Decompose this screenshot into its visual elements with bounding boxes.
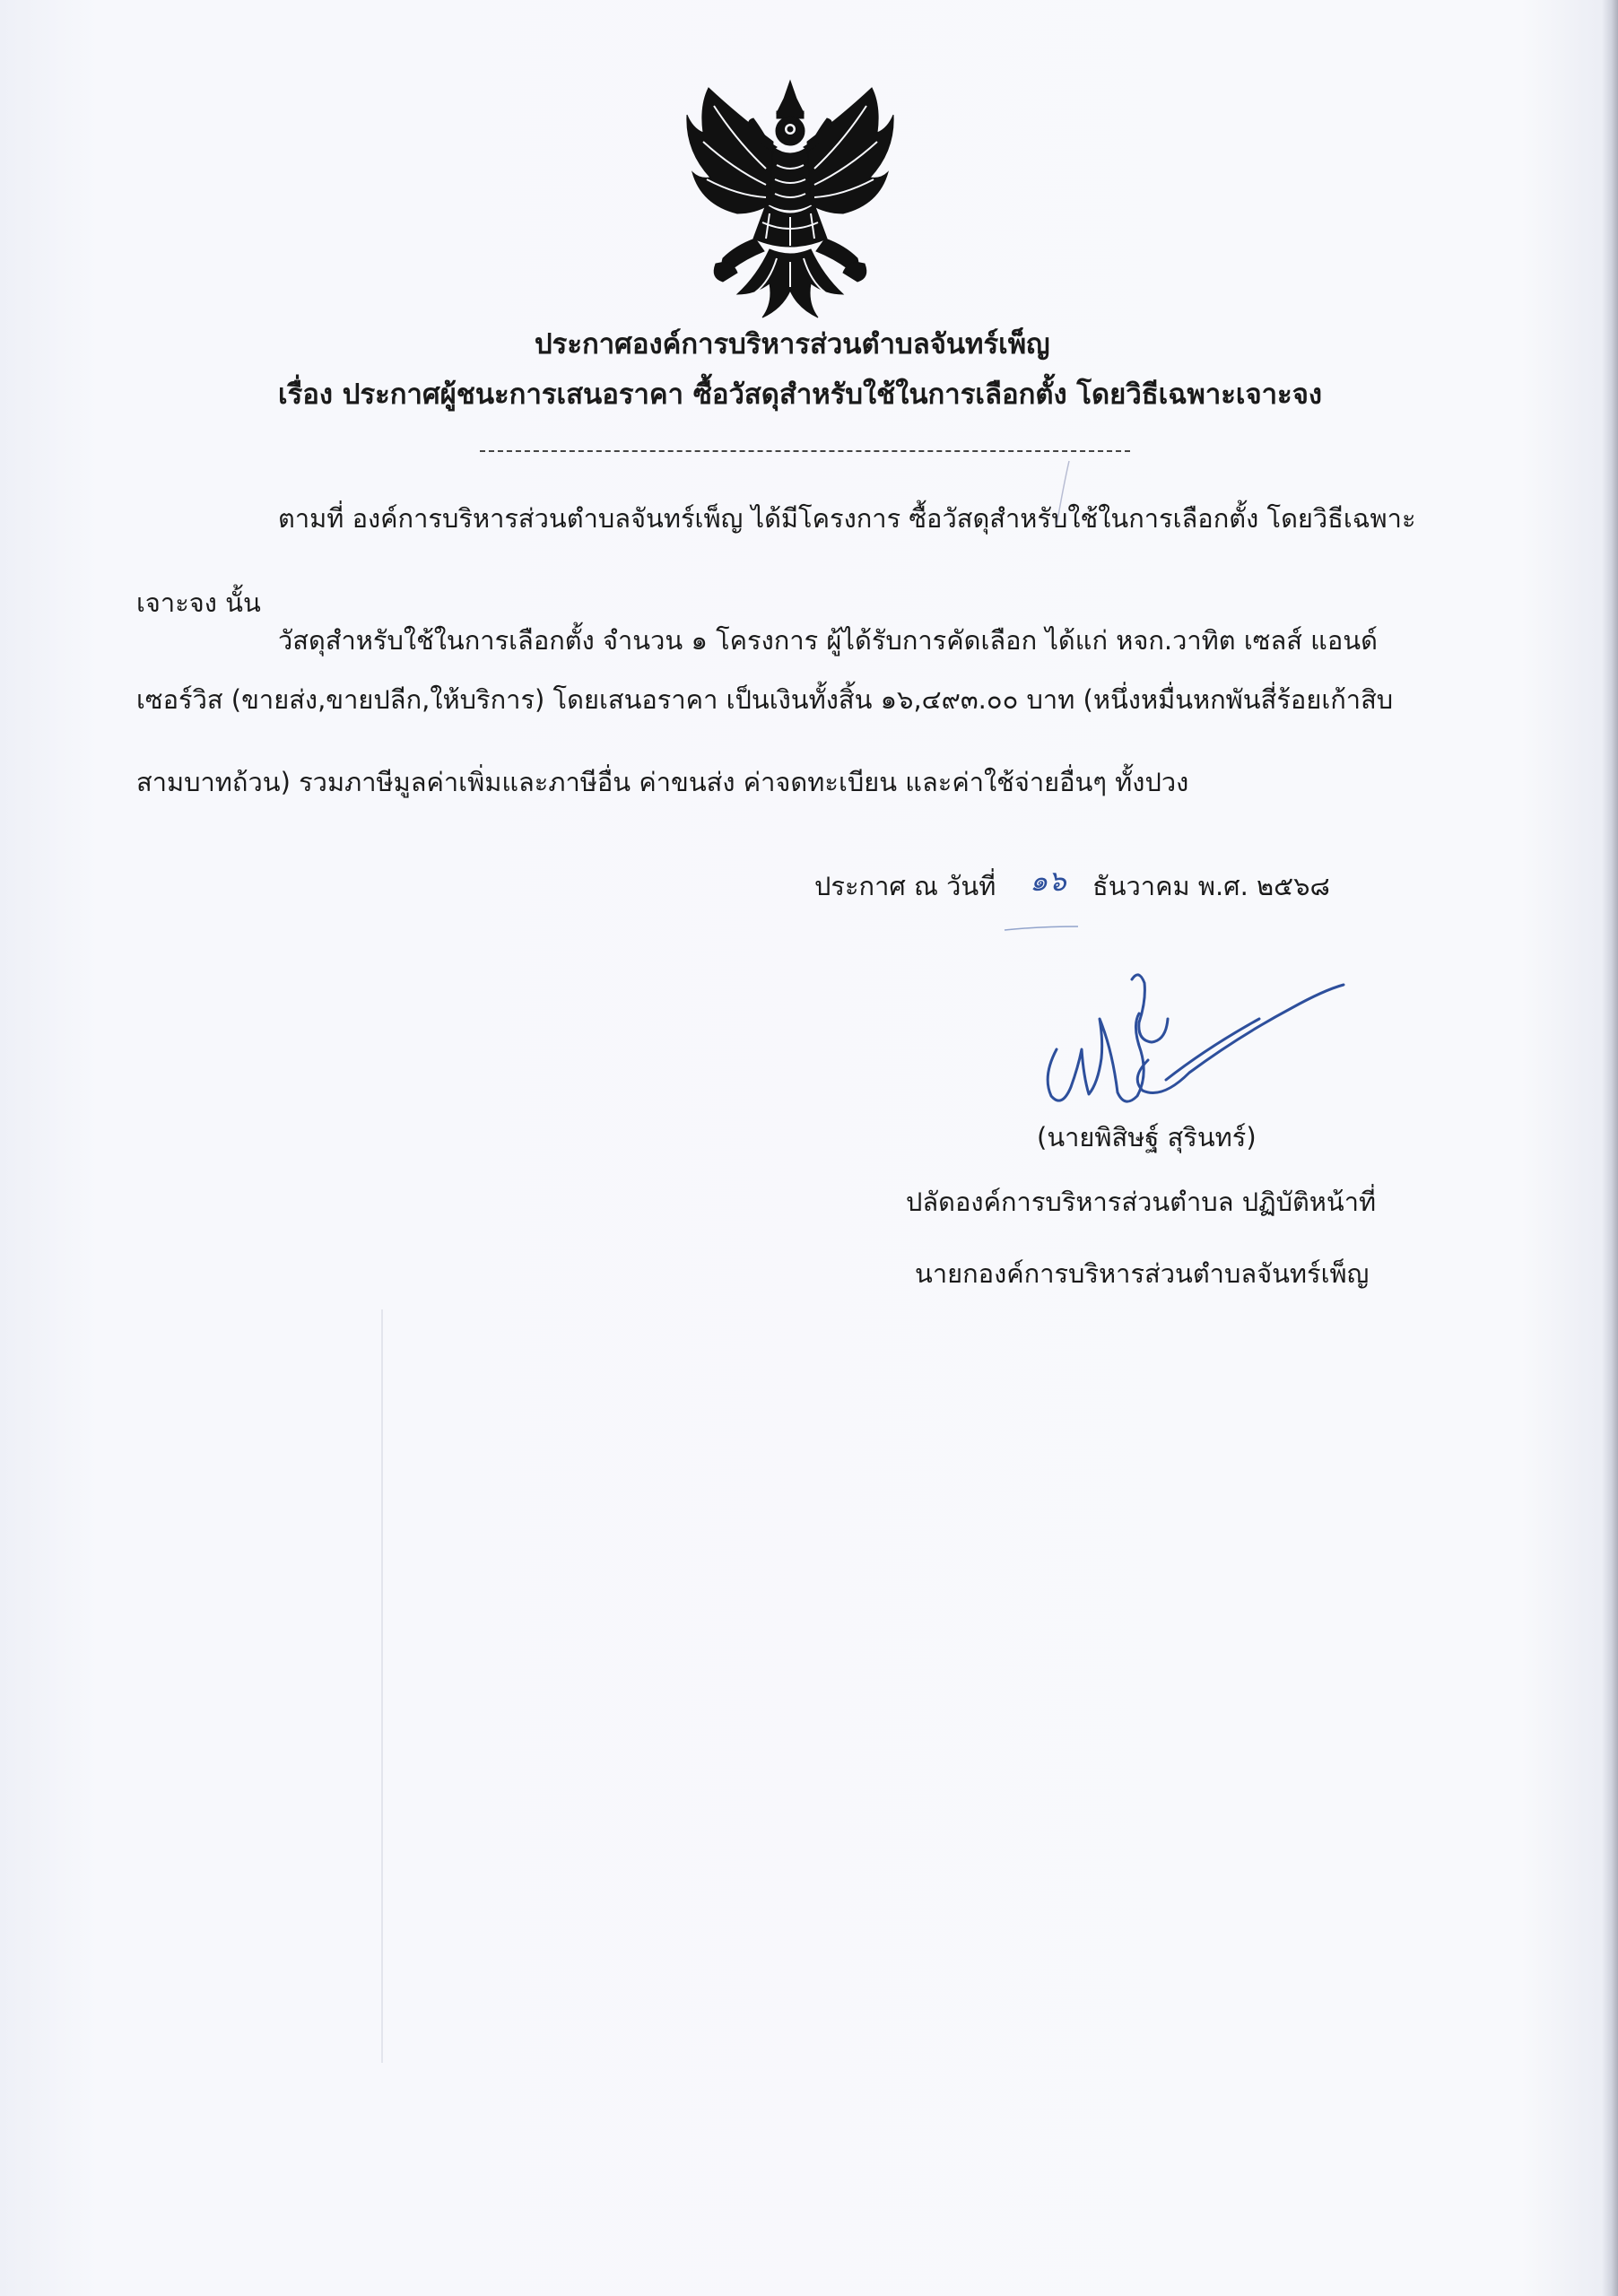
paper-crease bbox=[381, 1309, 383, 2063]
signatory-position-line-2: นายกองค์การบริหารส่วนตำบลจันทร์เพ็ญ bbox=[915, 1258, 1370, 1289]
paragraph-2-line-3: สามบาทถ้วน) รวมภาษีมูลค่าเพิ่มและภาษีอื่น ค่าขนส่ง ค่าจดทะเบียน และค่าใช้จ่ายอื่นๆ ทั้งปวง bbox=[136, 767, 1189, 797]
paragraph-1-line-2: เจาะจง นั้น bbox=[136, 587, 261, 618]
document-title: ประกาศองค์การบริหารส่วนตำบลจันทร์เพ็ญ bbox=[535, 328, 1050, 361]
document-subject: เรื่อง ประกาศผู้ชนะการเสนอราคา ซื้อวัสดุสำหรับใช้ในการเลือกตั้ง โดยวิธีเฉพาะเจาะจง bbox=[278, 378, 1322, 411]
announcement-date-prefix: ประกาศ ณ วันที่ bbox=[814, 871, 996, 901]
signatory-position-line-1: ปลัดองค์การบริหารส่วนตำบล ปฏิบัติหน้าที่ bbox=[906, 1187, 1377, 1217]
paragraph-2-line-1: วัสดุสำหรับใช้ในการเลือกตั้ง จำนวน ๑ โครงการ ผู้ได้รับการคัดเลือก ได้แก่ หจก.วาทิต เซลส์ แอนด์ bbox=[278, 625, 1378, 656]
paragraph-1-line-1: ตามที่ องค์การบริหารส่วนตำบลจันทร์เพ็ญ ได้มีโครงการ ซื้อวัสดุสำหรับใช้ในการเลือกตั้ง โดยวิธีเฉพาะ bbox=[278, 503, 1416, 534]
handwritten-signature-icon bbox=[1031, 933, 1354, 1112]
paper-edge-shadow bbox=[1602, 0, 1618, 2296]
paragraph-2-line-2: เซอร์วิส (ขายส่ง,ขายปลีก,ให้บริการ) โดยเสนอราคา เป็นเงินทั้งสิ้น ๑๖,๔๙๓.๐๐ บาท (หนึ่งหมื่นหกพันสี่ร้อยเก้าสิบ bbox=[136, 684, 1394, 715]
garuda-emblem-icon bbox=[683, 79, 897, 319]
date-underline-stroke bbox=[1003, 900, 1083, 935]
signatory-name: (นายพิสิษฐ์ สุรินทร์) bbox=[1037, 1122, 1257, 1152]
pen-stroke-mark bbox=[1049, 457, 1076, 529]
announcement-date-suffix: ธันวาคม พ.ศ. ๒๕๖๘ bbox=[1092, 871, 1330, 901]
announcement-day-handwritten: ๑๖ bbox=[1030, 864, 1066, 898]
title-divider bbox=[480, 450, 1130, 452]
